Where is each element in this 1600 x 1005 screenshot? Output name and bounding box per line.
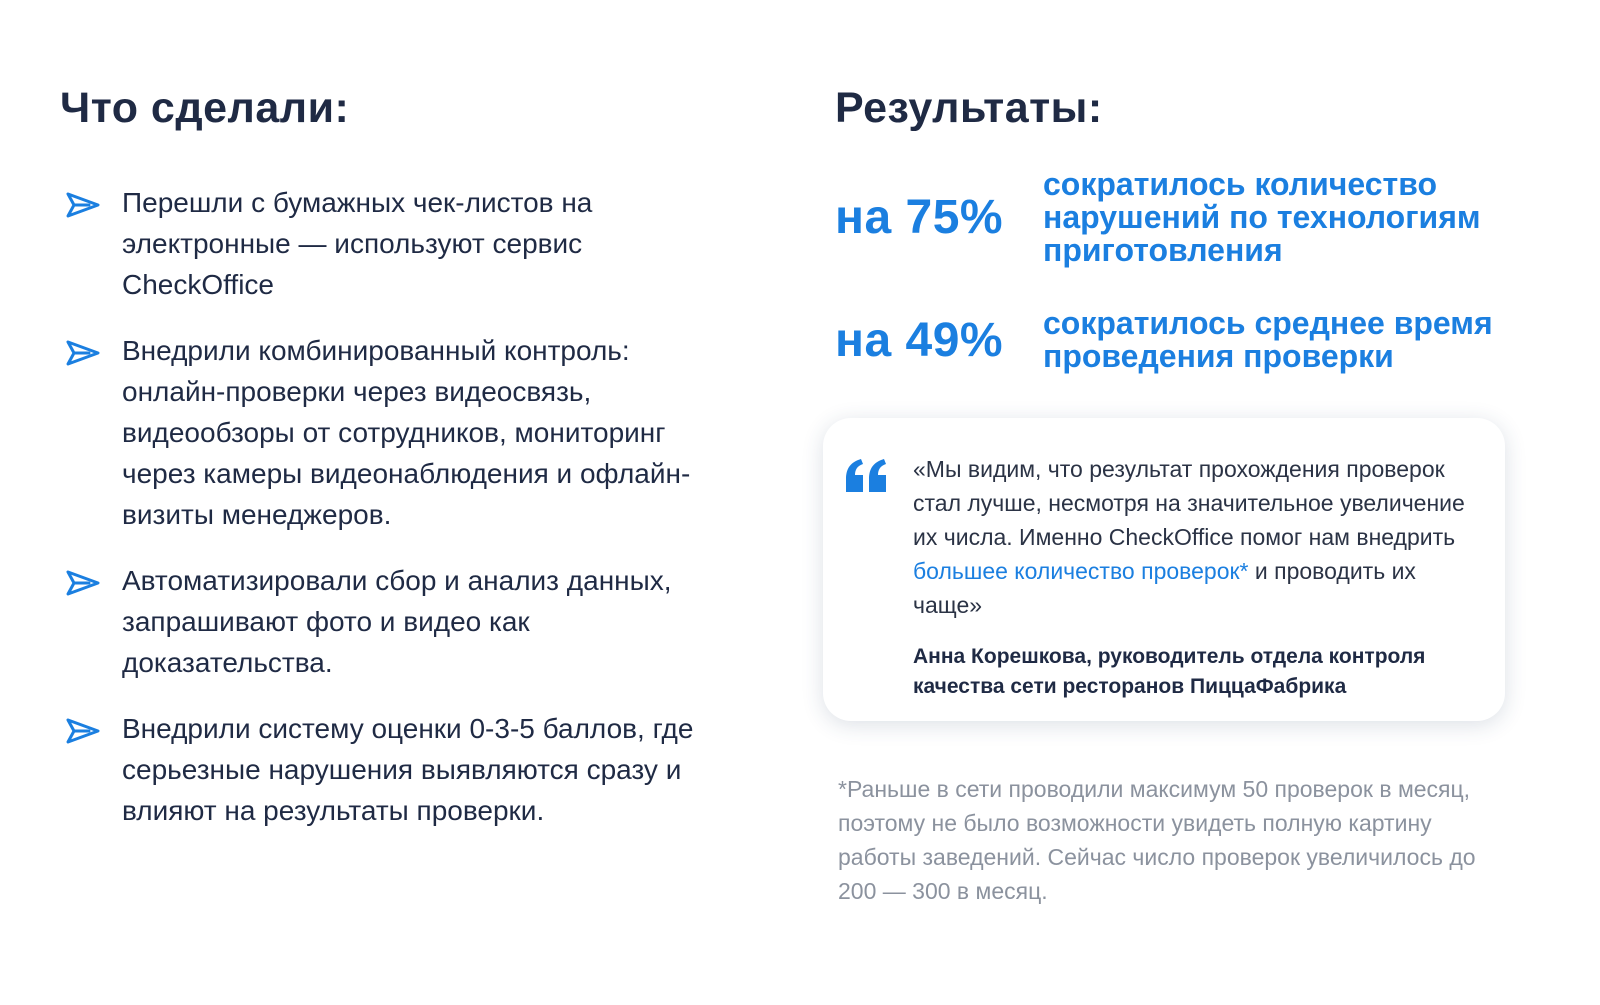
step-text: Внедрили систему оценки 0-3-5 баллов, где серьезные нарушения выявляются сразу и влияют на результаты проверки.	[122, 713, 694, 826]
results-list	[835, 168, 1535, 413]
left-column	[60, 80, 740, 826]
what-we-did-title: Что сделали:	[60, 84, 350, 132]
result-item	[835, 168, 1535, 267]
result-description: сократилось среднее время проведения проверки	[1043, 305, 1493, 374]
result-description: сократилось количество нарушений по технологиям приготовления	[1043, 166, 1481, 268]
steps-list	[60, 182, 740, 856]
results-title: Результаты:	[835, 84, 1103, 132]
step-text: Автоматизировали сбор и анализ данных, запрашивают фото и видео как доказательства.	[122, 565, 672, 678]
step-text: Перешли с бумажных чек-листов на электронные — используют сервис CheckOffice	[122, 187, 593, 300]
footnote: *Раньше в сети проводили максимум 50 проверок в месяц, поэтому не было возможности увидеть полную картину работы заведений. Сейчас число проверок увеличилось до 200 — 300 в месяц.	[838, 776, 1476, 904]
list-item	[60, 330, 740, 535]
paper-plane-icon	[65, 569, 101, 597]
quote-text-start: «Мы видим, что результат прохождения проверок стал лучше, несмотря на значительное увеличение их числа. Именно CheckOffice помог нам внедрить	[913, 456, 1465, 550]
list-item	[60, 708, 740, 831]
quote-text	[913, 452, 1465, 622]
paper-plane-icon	[65, 717, 101, 745]
quote-text-end: и проводить их чаще»	[913, 558, 1416, 618]
result-item	[835, 307, 1535, 373]
list-item	[60, 182, 740, 305]
paper-plane-icon	[65, 191, 101, 219]
quote-mark-icon	[843, 458, 889, 494]
testimonial-card	[823, 418, 1505, 721]
step-text: Внедрили комбинированный контроль: онлайн-проверки через видеосвязь, видеообзоры от сотрудников, мониторинг через камеры видеонаблюдения и офлайн-визиты менеджеров.	[122, 335, 691, 530]
list-item	[60, 560, 740, 683]
paper-plane-icon	[65, 339, 101, 367]
quote-author: Анна Корешкова, руководитель отдела контроля качества сети ресторанов ПиццаФабрика	[913, 645, 1426, 698]
right-column	[835, 80, 1535, 904]
result-percent: на 75%	[835, 191, 1004, 244]
quote-highlight: большее количество проверок*	[913, 558, 1249, 584]
result-percent: на 49%	[835, 313, 1004, 367]
